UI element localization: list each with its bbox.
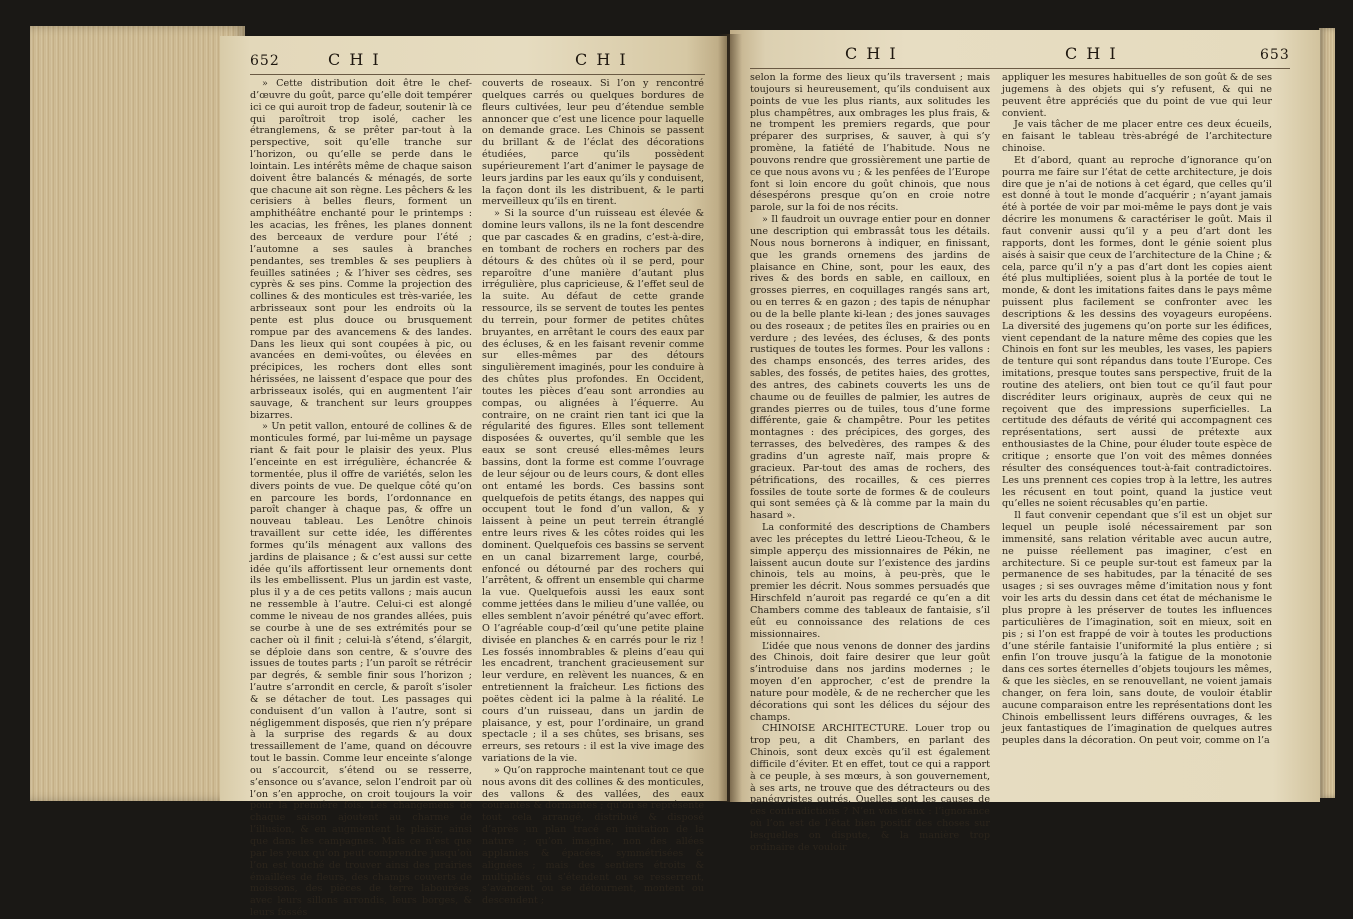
- paragraph: Je vais tâcher de me placer entre ces deux écueils, en faisant le tableau très-abrégé de l’architecture chinoise.: [1002, 119, 1272, 155]
- right-column-1: [750, 72, 990, 853]
- open-book: [30, 8, 1335, 919]
- paragraph: couverts de roseaux. Si l’on y rencontré quelques carrés ou quelques bordures de fleurs cultivées, leur peu d’étendue semble annoncer que c’est une licence pour laquelle on demande grace. Les Chinois se passent du brillant & de l’éclat des décorations étudiées, parce qu’ils possèdent supérieurement l’art d’animer le paysage de leurs jardins par les eaux qu’ils y conduisent, la façon dont ils les distribuent, & le parti merveilleux qu’ils en tirent.: [482, 78, 704, 208]
- paragraph: » Qu’on rapproche maintenant tout ce que nous avons dit des collines & des monticules, des vallons & des vallées, des eaux courantes & dormantes ; qu’on se représente tout cela arrangé, distribué & disposé d’après un plan tracé en imitation de la nature ; qu’on imagine, non des allées applanies & épacées, symmétrisées & alignées ; mais des sentiers étroits & multipliés qui s’étendent ou se resserrent, s’avancent ou se détournent, montent ou descendent ;: [482, 764, 704, 907]
- paragraph: selon la forme des lieux qu’ils traversent ; mais toujours si heureusement, qu’ils conduisent aux points de vue les plus riants, aux solitudes les plus champêtres, aux ombrages les plus frais, & ne trompent les premiers regards, que pour préparer des surprises, & sauver, à qui s’y promène, la fatiété de l’habitude. Nous ne pouvons rendre que grossièrement une partie de ce que nous avons vu ; & les penfées de l’Europe font si loin encore du goût chinois, que nous désespérons presque qu’on en croie notre parole, sur la foi de nos récits.: [750, 72, 990, 214]
- page-edges-left: [30, 26, 245, 801]
- paragraph: Et d’abord, quant au reproche d’ignorance qu’on pourra me faire sur l’état de cette architecture, je dois dire que je n’ai de notions à cet égard, que celles qu’il est donné à tout le monde d’acquérir ; n’ayant jamais été à portée de voir par moi-même le pays dont je vais décrire les monumens & caractériser le goût. Mais il faut convenir aussi qu’il y a peu d’art dont les rapports, dont les formes, dont le génie soient plus aisés à saisir que ceux de l’architecture de la Chine ; & cela, parce qu’il n’y a pas d’art dont les copies aient été plus multipliées, soient plus à la portée de tout le monde, & dont les imitations faites dans le pays même puissent plus facilement se confronter avec les descriptions & les dessins des voyageurs européens. La diversité des jugemens qu’on porte sur les édifices, vient cependant de la nature même des copies que les Chinois en font sur les meubles, les vases, les papiers de tenture qui sont répandus dans toute l’Europe. Ces imitations, presque toutes sans perspective, fruit de la routine des ateliers, ont bien tout ce qu’il faut pour discréditer leurs originaux, auprès de ceux qui ne reçoivent que des impressions superficielles. La certitude des défauts de vérité qui accompagnent ces représentations, sert aussi de prétexte aux enthousiastes de la Chine, pour éluder toute espèce de critique ; ensorte que l’on voit des mêmes données résulter des conséquences tout-à-fait contradictoires. Les uns prennent ces copies trop à la lettre, les autres les récusent en tout point, quand la justice veut qu’elles ne soient récusables qu’en partie.: [1002, 154, 1272, 510]
- paragraph: » Un petit vallon, entouré de collines & de monticules formé, par lui-même un paysage riant & fait pour le plaisir des yeux. Plus l’enceinte en est irrégulière, échancrée & tormentée, plus il offre de variétés, selon les divers points de vue. De quelque côté qu’on en parcoure les bords, l’ordonnance en paroît changer à chaque pas, & offre un nouveau tableau. Les Lenôtre chinois travaillent sur cette idée, les différentes formes qu’ils ménagent aux vallons des jardins de plaisance ; & c’est aussi sur cette idée qu’ils affortissent leur ornements dont ils les embellissent. Plus un jardin est vaste, plus il y a de ces petits vallons ; mais aucun ne ressemble à l’autre. Celui-ci est alongé comme le niveau de nos grandes allées, puis se courbe à une de ses extrémités pour se cacher où il finit ; celui-là s’étend, s’élargit, se déploie dans son centre, & s’ouvre des issues de toutes parts ; l’un paroît se rétrécir par degrés, & semble finir sous l’horizon ; l’autre s’arrondit en cercle, & paroît s’isoler & se détacher de tout. Les passages qui conduisent d’un vallon à l’autre, sont si négligemment disposés, que rien n’y prépare à la surprise des regards & au doux tressaillement de l’ame, quand on découvre tout le bassin. Comme leur enceinte s’alonge ou s’accourcit, s’étend ou se resserre, s’ensonce ou s’avance, selon l’endroit par où l’on s’en approche, on croit toujours la voir pour la première fois. Les changemens de chaque saison ajoutent au charme de l’illusion, & en augmentent le plaisir, ainsi que dans les campagnes. Mais ce n’est que par les yeux qu’on peut comprendre jusqu’où l’on est touché de trouver ainsi des prairies émaillées de fleurs, des champs couverts de moissons, des pièces de terre labourées, avec leurs sillons arrondis, leurs borges, & leurs fossés: [250, 421, 472, 919]
- paragraph: L’idée que nous venons de donner des jardins des Chinois, doit faire desirer que leur goût s’introduise dans nos jardins modernes ; le moyen d’en approcher, c’est de prendre la nature pour modèle, & de ne rechercher que les décorations qui sont les délices du séjour des champs.: [750, 640, 990, 723]
- paragraph: Il faut convenir cependant que s’il est un objet sur lequel un peuple isolé nécessairement par son immensité, sans relation véritable avec aucun autre, ne puisse réellement pas imaginer, c’est en architecture. Si ce peuple sur-tout est fameux par la permanence de ses habitudes, par la ténacité de ses usages ; si ses ouvrages même d’imitation nous y font voir les arts du dessin dans cet état de méchanisme le plus propre à les préserver de toutes les influences particulières de l’imagination, soit en mieux, soit en pis ; si l’on est frappé de voir à toutes les productions d’une stérile fantaisie l’uniformité la plus entière ; si enfin l’on trouve jusqu’à la fatigue de la monotonie dans ces sortes éternelles d’objets toujours les mêmes, & que les siècles, en se renouvellant, ne voient jamais changer, on fera loin, sans doute, de vouloir établir aucune comparaison entre les représentations dont les Chinois embellissent leurs différens ouvrages, & les jeux fantastiques de l’imagination de quelques autres peuples dans la décoration. On peut voir, comme on l’a: [1002, 510, 1272, 747]
- paragraph: appliquer les mesures habituelles de son goût & de ses jugemens à des objets qui s’y refusent, & qui ne peuvent être appréciés que du point de vue qui leur convient.: [1002, 72, 1272, 119]
- right-column-2: [1002, 72, 1272, 794]
- left-page-number: 652: [250, 53, 280, 69]
- paragraph: » Si la source d’un ruisseau est élevée & domine leurs vallons, ils ne la font descendre que par cascades & en gradins, c’est-à-dire, en tombant de rochers en rochers par des détours & des chûtes où il se perd, pour reparoître d’une manière d’autant plus irrégulière, plus capricieuse, & l’effet seul de la suite. Au défaut de cette grande ressource, ils se servent de toutes les pentes du terrein, pour former de petites chûtes bruyantes, en arrêtant le cours des eaux par des écluses, & en les faisant revenir comme sur elles-mêmes par des détours singulièrement imaginés, pour les conduire à des chûtes plus profondes. En Occident, toutes les pièces d’eau sont arrondies au compas, ou alignées à l’équerre. Au contraire, on ne craint rien tant ici que la régularité des figures. Elles sont tellement disposées & ouvertes, qu’il semble que les eaux se sont creusé elles-mêmes leurs bassins, dont la forme est comme l’ouvrage de leur séjour ou de leurs cours, & dont elles ont entamé les bords. Ces bassins sont quelquefois de petits étangs, des nappes qui occupent tout le fond d’un vallon, & y laissent à peine un peut terrein étranglé entre leurs rives & les côtes roides qui les dominent. Quelquefois ces bassins se servent en un canal bizarrement large, courbé, enfoncé ou détourné par des rochers qui l’arrêtent, & offrent un ensemble qui charme la vue. Quelquefois aussi les eaux sont comme jettées dans le milieu d’une vallée, ou elles semblent n’avoir pénétré qu’avec effort. O l’agréable coup-d’œil qu’une petite plaine divisée en planches & en carrés pour le riz ! Les fossés innombrables & pleins d’eau qui les encadrent, tranchent gracieusement sur leur verdure, en relèvent les nuances, & en entretiennent la fraîcheur. Les fictions des poëtes cèdent ici la palme à la réalité. Le cours d’un ruisseau, dans un jardin de plaisance, y est, pour l’ordinaire, un grand spectacle ; il a ses chûtes, ses brisans, ses erreurs, ses retours : il est la vive image des variations de la vie.: [482, 208, 704, 765]
- left-headword-col2: C H I: [575, 50, 628, 69]
- left-headword-col1: C H I: [328, 50, 381, 69]
- paragraph: La conformité des descriptions de Chambers avec les préceptes du lettré Lieou-Tcheou, & le simple apperçu des missionnaires de Pékin, ne laissent aucun doute sur l’existence des jardins chinois, tels au moins, à peu-près, que le premier les décrit. Nous sommes persuadés que Hirschfeld n’auroit pas regardé ce qu’en a dit Chambers comme des tableaux de fantaisie, s’il eût eu connoissance des relations de ces missionnaires.: [750, 522, 990, 640]
- right-header-rule: [750, 68, 1290, 69]
- right-headword-col1: C H I: [845, 44, 898, 63]
- left-column-1: [250, 78, 472, 919]
- left-header-rule: [250, 74, 705, 75]
- paragraph: » Cette distribution doit être le chef-d’œuvre du goût, parce qu’elle doit tempérer ici ce qui auroit trop de fadeur, soutenir là ce qui paroîtroit trop isolé, cacher les étranglemens, & se prêter par-tout à la perspective, soit qu’elle tranche sur l’horizon, ou qu’elle se perde dans le lointain. Les intérêts même de chaque saison doivent être balancés & ménagés, de sorte que chacune ait son règne. Les pêchers & les cerisiers à belles fleurs, forment un amphithéâtre enchanté pour le printemps : les acacias, les frênes, les planes donnent des berceaux de verdure pour l’été ; l’automne a ses saules à branches pendantes, ses trembles & ses peupliers à feuilles satinées ; & l’hiver ses cèdres, ses cyprès & ses pins. Comme la projection des collines & des monticules est très-variée, les arbrisseaux sont pour les endroits où la pente est plus douce ou brusquement rompue par des avancemens & des landes. Dans les lieux qui sont coupées à pic, ou avancées en demi-voûtes, ou élevées en précipices, les rochers dont elles sont hérissées, ne laissent d’espace que pour des arbrisseaux isolés, qui en augmentent l’air sauvage, & tranchent sur leurs grouppes bizarres.: [250, 78, 472, 421]
- book-gutter: [718, 34, 742, 802]
- paragraph: CHINOISE ARCHITECTURE. Louer trop ou trop peu, a dit Chambers, en parlant des Chinois, sont deux excès qu’il est également difficile d’éviter. Et en effet, tout ce qui a rapport à ce peuple, à ses mœurs, à son gouvernement, à ses arts, ne trouve que des détracteurs ou des panégyristes outrés. Quelles sont les causes de ces contradictions ? N’en vois deux : l’ignorance où l’on est de l’état bien positif des choses sur lesquelles on dispute, & la manière trop ordinaire de vouloir: [750, 723, 990, 853]
- page-edges-right: [1319, 28, 1335, 798]
- left-column-2: [482, 78, 704, 907]
- left-page: [220, 36, 727, 919]
- paragraph: » Il faudroit un ouvrage entier pour en donner une description qui embrassât tous les détails. Nous nous bornerons à indiquer, en finissant, que les grands ornemens des jardins de plaisance en Chine, sont, pour les eaux, des rives & des bords en sable, en cailloux, en grosses pierres, en coquillages rangés sans art, ou en terres & en gazon ; des tapis de nénuphar ou de la belle plante ki-lean ; des jones sauvages ou des roseaux ; de petites îles en prairies ou en verdure ; des levées, des écluses, & des ponts rustiques de toutes les formes. Pour les vallons : des champs ensoncés, des terres arides, des sables, des fossés, de petites haies, des grottes, des antres, des cabinets couverts les uns de chaume ou de feuilles de palmier, les autres de grandes pierres ou de tuiles, tous d’une forme différente, gaie & champêtre. Pour les petites montagnes : des précipices, des gorges, des terrasses, des belvedères, des rampes & des gradins d’un agreste naïf, mais propre & gracieux. Par-tout des amas de rochers, des pétrifications, des rocailles, & ces pierres fossiles de toute sorte de formes & de couleurs qui sont semées çà & là comme par la main du hasard ».: [750, 214, 990, 522]
- right-page: [730, 30, 1320, 853]
- right-headword-col2: C H I: [1065, 44, 1118, 63]
- right-page-number: 653: [1260, 47, 1290, 63]
